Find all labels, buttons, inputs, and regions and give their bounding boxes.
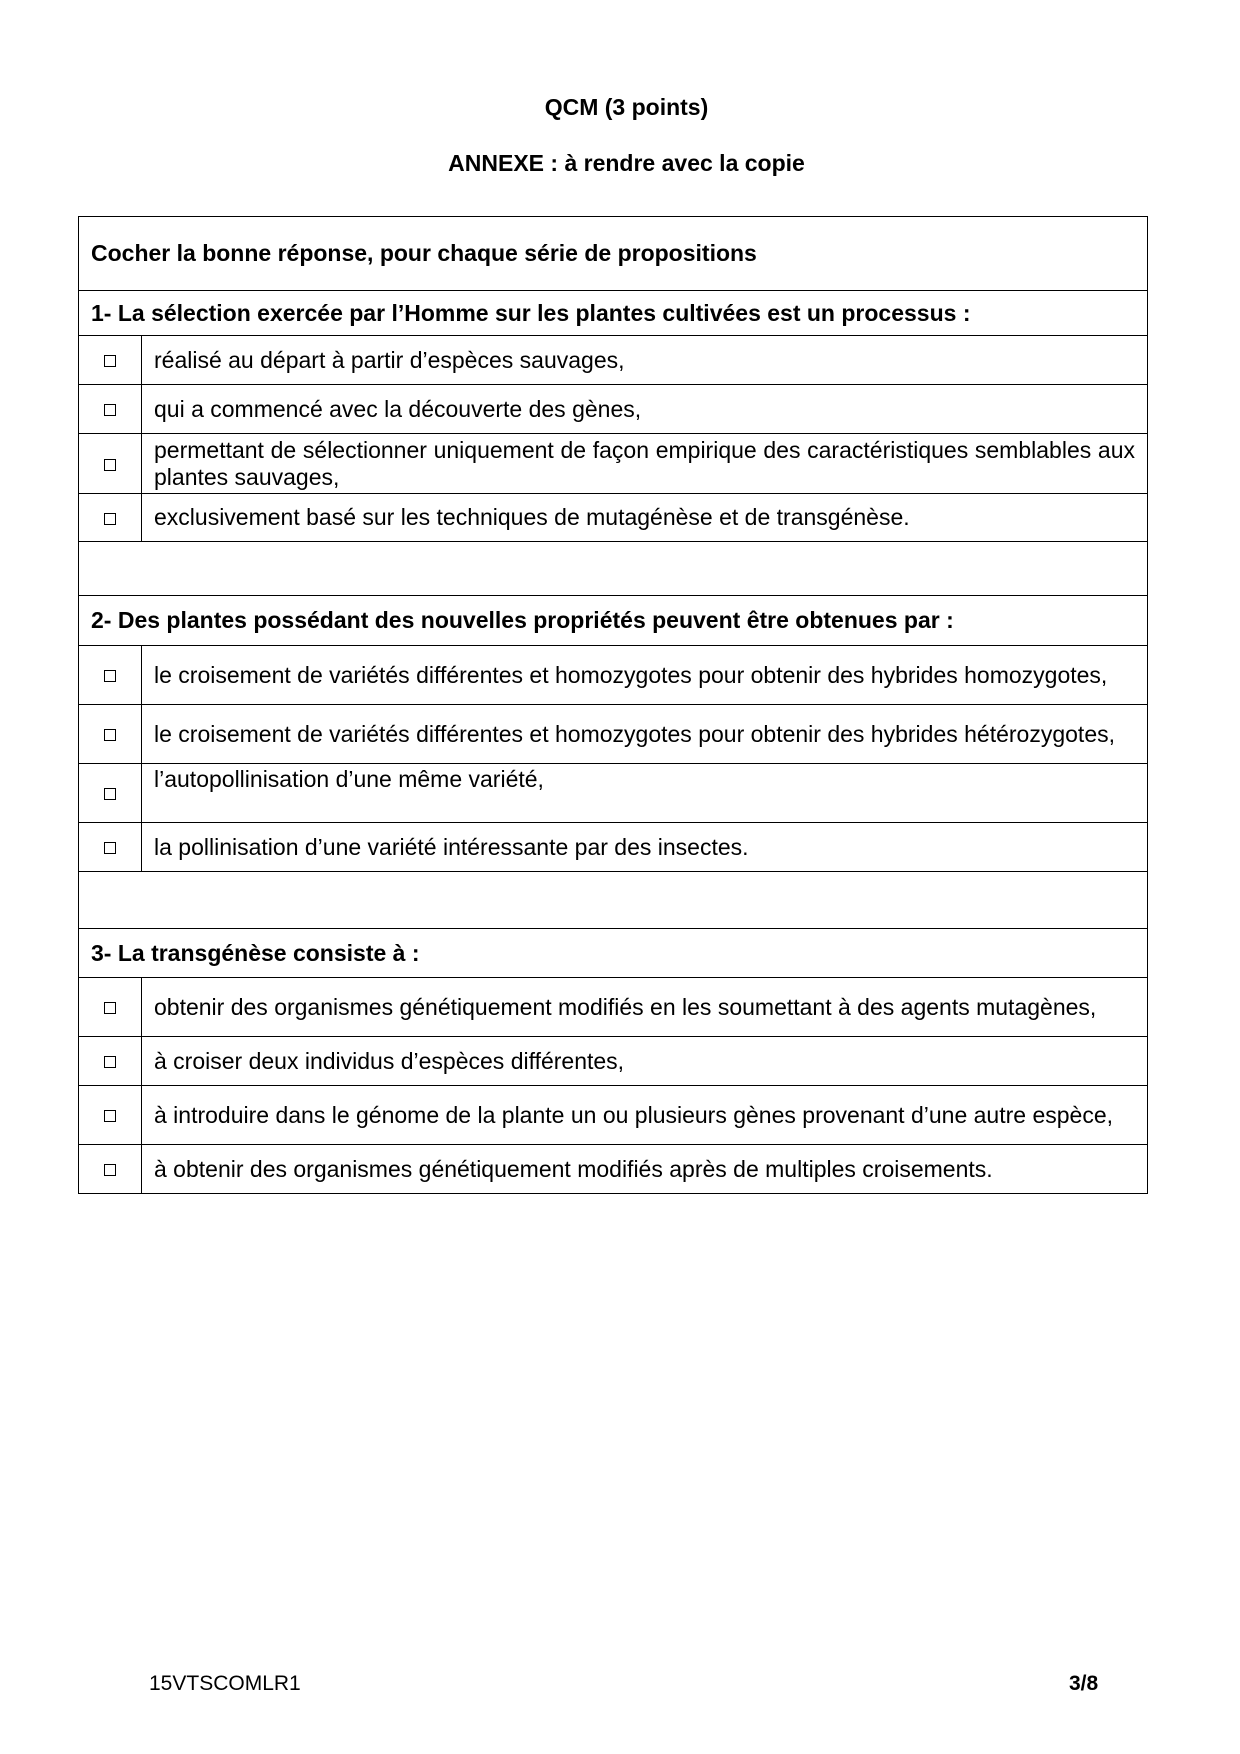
q2-option-1-checkbox[interactable] <box>79 646 142 705</box>
checkbox-icon <box>104 1164 116 1176</box>
page-title: QCM (3 points) <box>544 94 709 120</box>
checkbox-icon <box>104 729 116 741</box>
document-code: 15VTSCOMLR1 <box>149 1672 301 1695</box>
q1-option-1-text: réalisé au départ à partir d’espèces sauvages, <box>142 336 1148 385</box>
q1-option-2-text: qui a commencé avec la découverte des gènes, <box>142 385 1148 434</box>
q1-option-4-text: exclusivement basé sur les techniques de mutagénèse et de transgénèse. <box>142 494 1148 542</box>
question-3-label: 3- La transgénèse consiste à : <box>79 929 1148 978</box>
q3-option-4-checkbox[interactable] <box>79 1145 142 1194</box>
question-2-label: 2- Des plantes possédant des nouvelles propriétés peuvent être obtenues par : <box>79 596 1148 646</box>
checkbox-icon <box>104 788 116 800</box>
checkbox-icon <box>104 355 116 367</box>
q2-option-3-checkbox[interactable] <box>79 764 142 823</box>
q1-option-2-checkbox[interactable] <box>79 385 142 434</box>
q1-option-4-checkbox[interactable] <box>79 494 142 542</box>
q3-option-2-text: à croiser deux individus d’espèces différentes, <box>142 1037 1148 1086</box>
q2-option-3-text: l’autopollinisation d’une même variété, <box>142 764 1148 823</box>
q2-option-2-checkbox[interactable] <box>79 705 142 764</box>
q2-option-2-text: le croisement de variétés différentes et homozygotes pour obtenir des hybrides hétérozygotes, <box>142 705 1148 764</box>
checkbox-icon <box>104 1110 116 1122</box>
checkbox-icon <box>104 670 116 682</box>
q1-option-3-text: permettant de sélectionner uniquement de façon empirique des caractéristiques semblables aux plantes sauvages, <box>142 434 1148 494</box>
spacer-row <box>79 542 1148 596</box>
q2-option-1-text: le croisement de variétés différentes et homozygotes pour obtenir des hybrides homozygotes, <box>142 646 1148 705</box>
q3-option-1-checkbox[interactable] <box>79 978 142 1037</box>
checkbox-icon <box>104 459 116 471</box>
checkbox-icon <box>104 404 116 416</box>
q2-option-4-checkbox[interactable] <box>79 823 142 872</box>
q3-option-1-text: obtenir des organismes génétiquement modifiés en les soumettant à des agents mutagènes, <box>142 978 1148 1037</box>
q2-option-4-text: la pollinisation d’une variété intéressante par des insectes. <box>142 823 1148 872</box>
instruction: Cocher la bonne réponse, pour chaque série de propositions <box>79 217 1148 291</box>
page-subtitle: ANNEXE : à rendre avec la copie <box>448 150 805 176</box>
q3-option-4-text: à obtenir des organismes génétiquement modifiés après de multiples croisements. <box>142 1145 1148 1194</box>
question-1-label: 1- La sélection exercée par l’Homme sur les plantes cultivées est un processus : <box>79 291 1148 336</box>
spacer-row <box>79 872 1148 929</box>
checkbox-icon <box>104 513 116 525</box>
q1-option-1-checkbox[interactable] <box>79 336 142 385</box>
qcm-table <box>78 216 1148 1194</box>
page-number: 3/8 <box>1069 1672 1099 1695</box>
checkbox-icon <box>104 842 116 854</box>
checkbox-icon <box>104 1056 116 1068</box>
q3-option-3-text: à introduire dans le génome de la plante un ou plusieurs gènes provenant d’une autre espèce, <box>142 1086 1148 1145</box>
q3-option-3-checkbox[interactable] <box>79 1086 142 1145</box>
q1-option-3-checkbox[interactable] <box>79 434 142 494</box>
q3-option-2-checkbox[interactable] <box>79 1037 142 1086</box>
checkbox-icon <box>104 1002 116 1014</box>
